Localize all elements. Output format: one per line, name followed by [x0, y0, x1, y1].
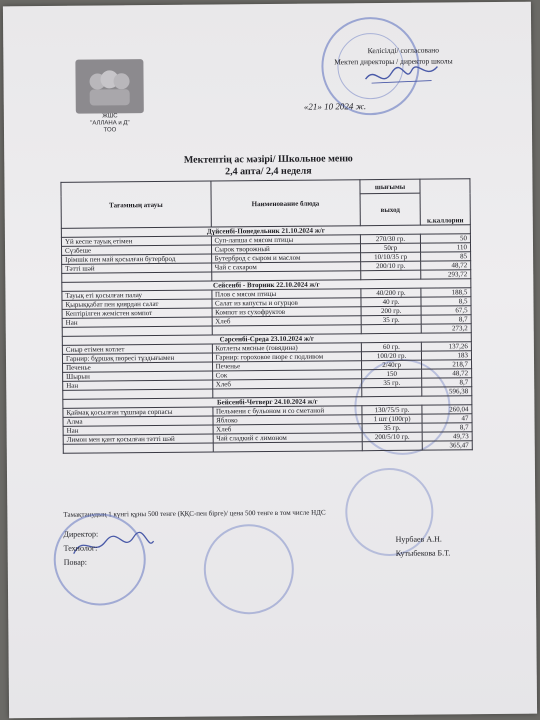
org-name — [76, 113, 144, 135]
menu-subtitle: 2,4 апта/ 2,4 неделя — [225, 165, 312, 178]
dish-name-kk: Шырын — [63, 371, 213, 381]
day-total-kcal: 596,38 — [422, 387, 472, 396]
dish-kcal: 49,73 — [422, 432, 472, 441]
dish-name-kk: Кептірілген жемістен компот — [62, 308, 212, 318]
dish-kcal: 8,7 — [422, 378, 472, 387]
dish-name-kk: Печенье — [63, 362, 213, 372]
dish-name-ru: Сырок творожный — [211, 244, 361, 254]
dish-name-kk: Нан — [63, 380, 213, 390]
dish-name-ru: Бутерброд с сыром и маслом — [211, 253, 361, 263]
dish-name-kk: Қаймақ қосылған тұшпара сорпасы — [63, 407, 213, 417]
dish-name-kk: Қырыққабат пен қиярдан салат — [62, 299, 212, 309]
dish-kcal: 8,5 — [421, 297, 471, 306]
dish-kcal: 48,72 — [422, 369, 472, 378]
dish-kcal: 50 — [420, 234, 470, 243]
dish-output: 10/10/35 гр — [361, 252, 421, 262]
menu-document — [3, 2, 537, 719]
dish-name-ru: Котлеты мясные (говядина) — [212, 343, 362, 353]
day-total-kcal: 273,2 — [421, 324, 471, 333]
dish-output: 100/20 гр. — [362, 351, 422, 361]
dish-kcal: 218,7 — [422, 360, 472, 369]
dish-name-kk: Алма — [63, 416, 213, 426]
dish-name-kk: Тауық еті қосылған палау — [62, 290, 212, 300]
dish-name-ru: Хлеб — [213, 424, 363, 434]
menu-title: Мектептің ас мәзірі/ Школьное меню — [183, 153, 353, 166]
dish-name-ru: Яблоко — [213, 415, 363, 425]
approval-date: «21» 10 2024 ж. — [303, 101, 367, 112]
dish-output: 200/10 гр. — [361, 261, 421, 271]
dish-name-ru: Чай с сахаром — [211, 262, 361, 272]
dish-name-ru: Пельмени с бульоном и со сметаной — [212, 406, 362, 416]
dish-kcal: 67,5 — [421, 306, 471, 315]
dish-output: 1 шт (100гр) — [362, 414, 422, 424]
dish-name-ru: Чай сладкий с лимоном — [213, 433, 363, 443]
dish-name-ru: Суп-лапша с мясом птицы — [211, 235, 361, 245]
org-name-text: ЖШС "АЛЛАНА и Д" ТОО — [90, 113, 130, 134]
role-technologist: Технолог: — [63, 543, 98, 553]
role-cook: Повар: — [63, 557, 88, 567]
dish-name-kk: Сүзбеше — [61, 245, 211, 255]
approve-line2: Мектеп директоры / директор школы — [334, 56, 453, 67]
dish-kcal: 260,04 — [422, 405, 472, 414]
dish-output: 50гр — [361, 243, 421, 253]
dish-name-kk: Сиыр етімен котлет — [62, 344, 212, 354]
menu-table — [60, 178, 472, 454]
dish-name-ru: Печенье — [212, 361, 362, 371]
director-signature — [361, 60, 441, 91]
staff-names — [396, 532, 451, 560]
price-note: Тамақтанудың 1 күнгі құны 500 тенге (ҚҚС-пен бірге)/ цена 500 тенге в том числе НДС — [63, 508, 326, 519]
dish-name-ru: Компот из сухофруктов — [212, 307, 362, 317]
dish-output: 40 гр. — [361, 297, 421, 307]
day-total-kcal: 293,72 — [421, 270, 471, 279]
day-label: Сәрсенбі-Среда 23.10.2024 ж/г — [62, 333, 471, 346]
dish-name-ru: Хлеб — [212, 379, 362, 389]
day-total-kcal: 365,47 — [422, 441, 472, 450]
dish-name-kk: Ірімшік пен май қосылған бутерброд — [62, 254, 212, 264]
dish-output: 150 — [362, 369, 422, 379]
col-header-kcal: к.каллории — [420, 179, 470, 225]
company-stamp — [203, 524, 294, 615]
empty-cell — [213, 442, 363, 452]
approve-line1: Келісілді/ согласовано — [367, 45, 440, 56]
dish-name-ru: Гарнир: гороховое пюре с подливом — [212, 352, 362, 362]
day-label: Дүйсенбі-Понедельник 21.10.2024 ж/г — [61, 225, 470, 238]
dish-kcal: 85 — [421, 252, 471, 261]
day-label: Сейсенбі - Вторник 22.10.2024 ж/г — [62, 279, 471, 292]
dish-output: 270/30 гр. — [361, 234, 421, 244]
dish-kcal: 8,7 — [422, 423, 472, 432]
dish-output: 200 гр. — [361, 306, 421, 316]
dish-name-kk: Лимон мен қант қосылған тәтті шәй — [63, 434, 213, 444]
dish-kcal: 137,26 — [421, 342, 471, 351]
col-header-out-kk: шығымы — [360, 179, 420, 194]
dish-name-kk: Гарнир: бұршақ пюресі тұздығымен — [62, 353, 212, 363]
dish-name-ru: Сок — [212, 370, 362, 380]
dish-output: 40/200 гр. — [361, 288, 421, 298]
dish-kcal: 8,7 — [421, 315, 471, 324]
staff-name-2: Кутыбекова Б.Т. — [395, 548, 451, 558]
col-header-ru: Наименование блюда — [210, 180, 360, 227]
dish-name-kk: Нан — [62, 317, 212, 327]
dish-name-kk: Үй кеспе тауық етімен — [61, 236, 211, 246]
dish-name-ru: Салат из капусты и огурцов — [211, 298, 361, 308]
staff-name-1: Нурбаев А.Н. — [395, 534, 442, 544]
dish-name-ru: Хлеб — [212, 316, 362, 326]
dish-output: 35 гр. — [362, 423, 422, 433]
dish-output: 60 гр. — [361, 342, 421, 352]
staff-roles — [63, 528, 98, 570]
dish-output: 200/5/10 гр. — [362, 432, 422, 442]
dish-kcal: 47 — [422, 414, 472, 423]
dish-name-kk: Нан — [63, 425, 213, 435]
dish-kcal: 110 — [420, 243, 470, 252]
dish-output: 130/75/5 гр. — [362, 405, 422, 415]
empty-cell — [362, 441, 422, 451]
dish-name-kk: Тәтті шәй — [62, 263, 212, 273]
dish-kcal: 183 — [421, 351, 471, 360]
empty-cell — [63, 443, 213, 453]
dish-output: 2/40гр — [362, 360, 422, 370]
dish-output: 35 гр. — [362, 378, 422, 388]
dish-name-ru: Плов с мясом птицы — [211, 289, 361, 299]
col-header-kk: Тағамның атауы — [61, 181, 211, 228]
dish-output: 35 гр. — [361, 315, 421, 325]
company-logo — [75, 59, 143, 114]
day-label: Бейсенбі-Четверг 24.10.2024 ж/г — [63, 396, 472, 409]
dish-kcal: 48,72 — [421, 261, 471, 270]
role-director: Директор: — [63, 529, 99, 539]
dish-kcal: 188,5 — [421, 288, 471, 297]
col-header-out-ru: выход — [360, 193, 420, 226]
